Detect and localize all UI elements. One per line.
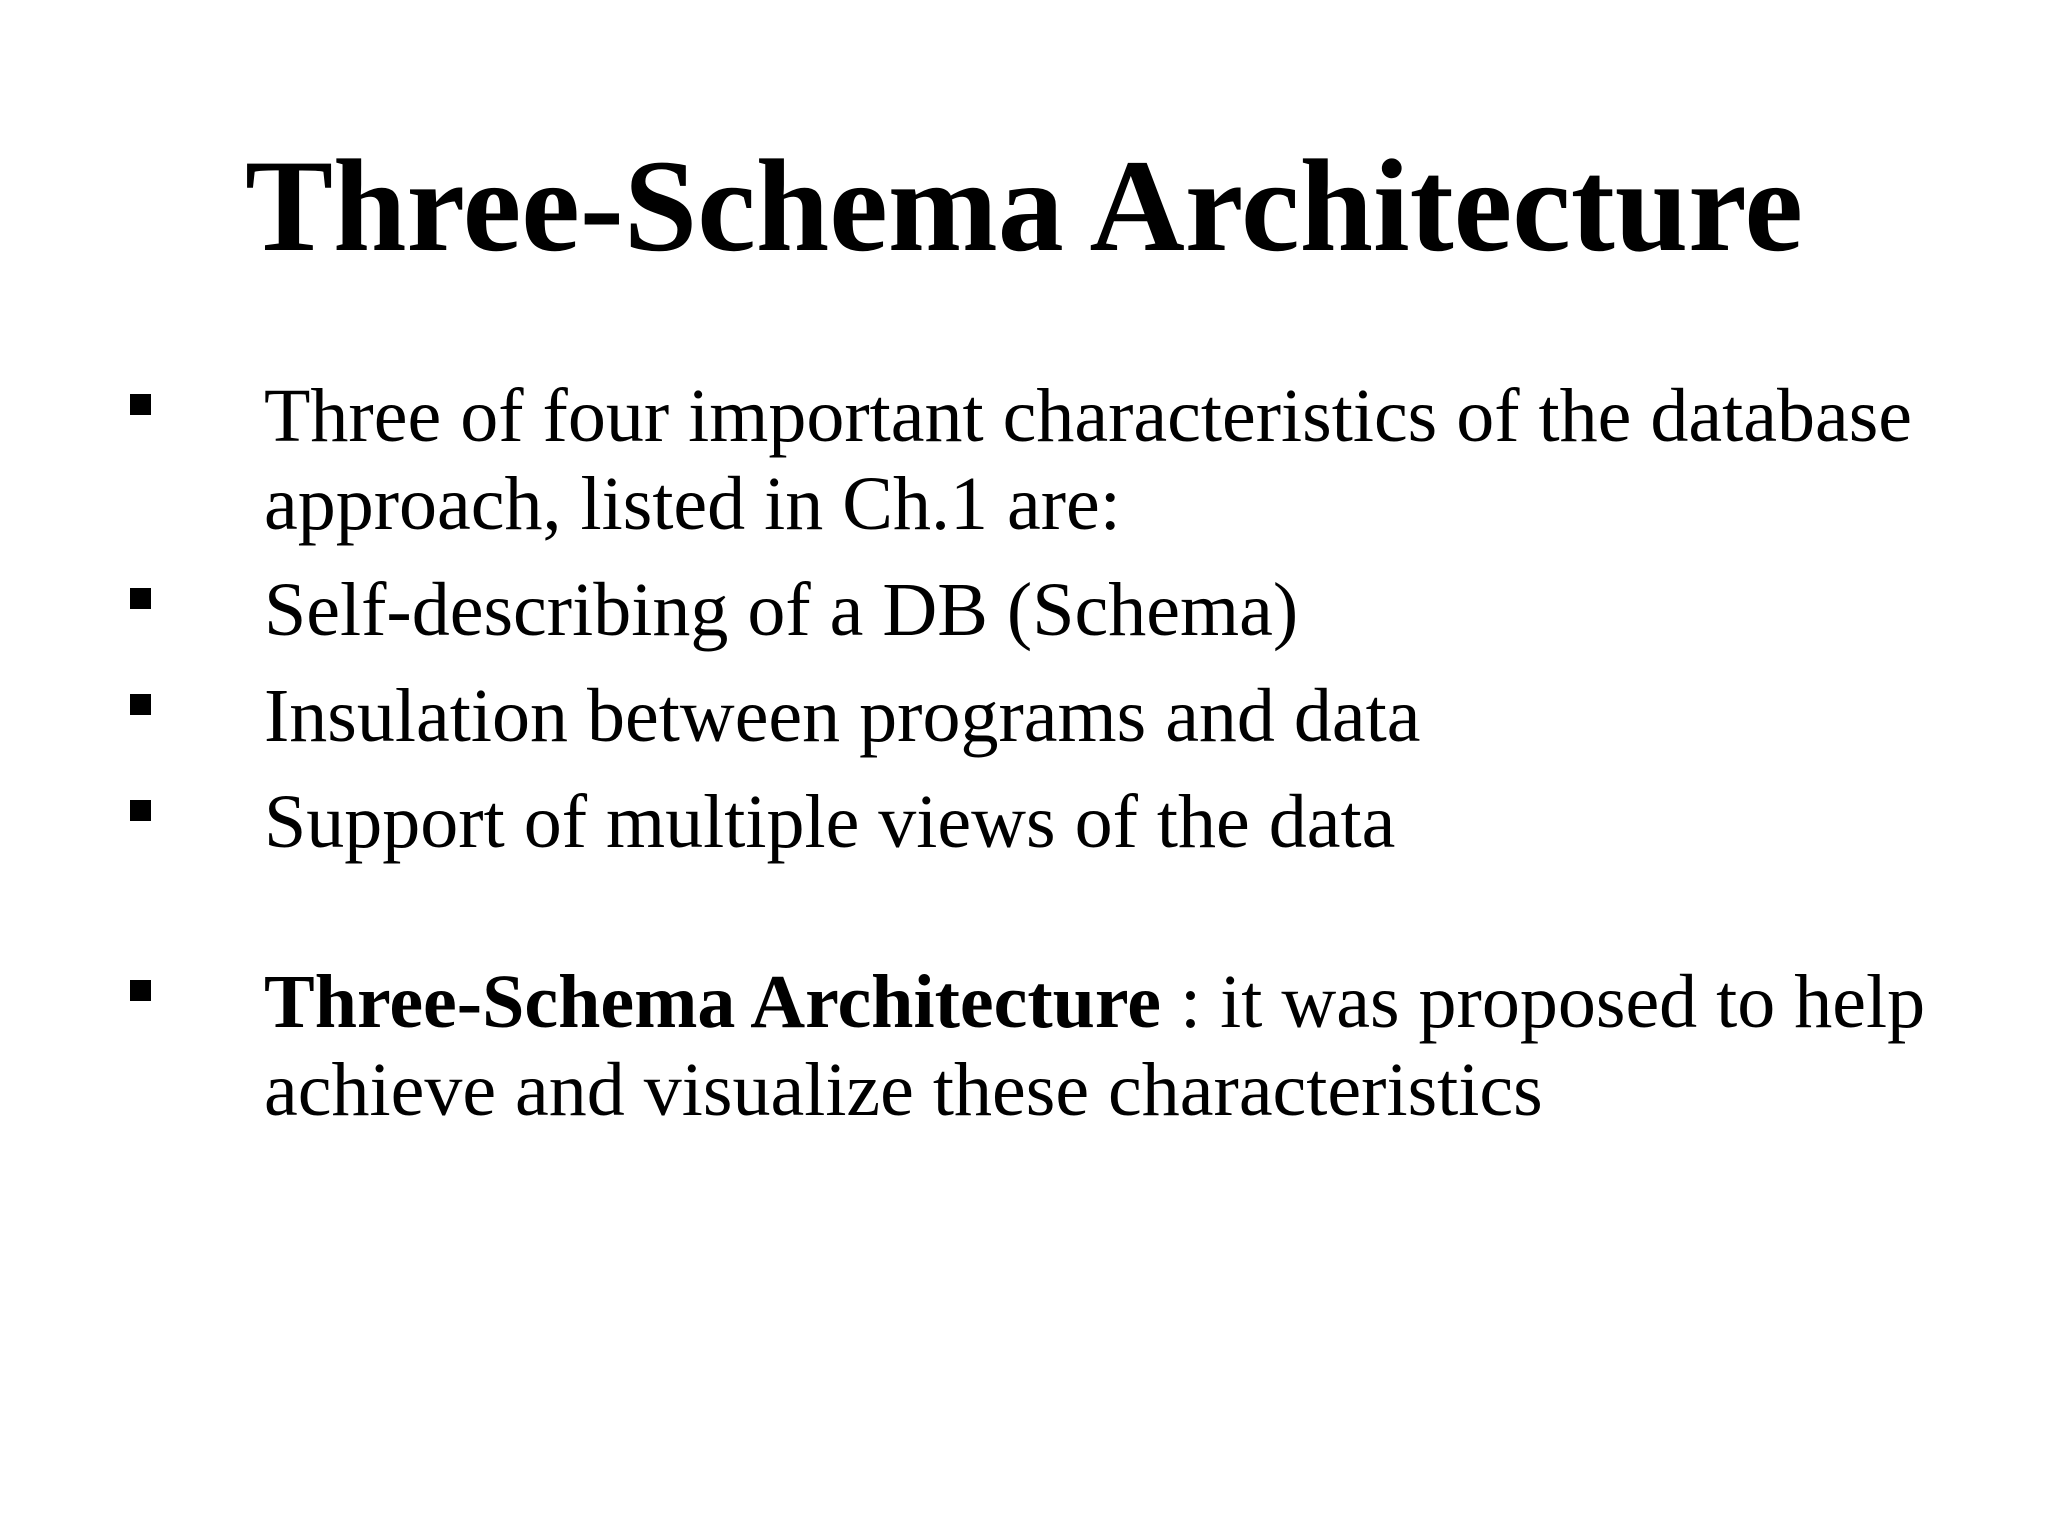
bullet-item-characteristics-intro (0, 372, 2048, 548)
bullet-text: Three of four important characteristics of the database approach, listed in Ch.1 are: (264, 374, 1913, 546)
square-bullet-icon (130, 800, 151, 821)
bullet-item-self-describing (0, 566, 2048, 654)
slide-title: Three-Schema Architecture (245, 132, 1803, 279)
square-bullet-icon (130, 588, 151, 609)
bullet-text: Insulation between programs and data (264, 674, 1421, 758)
bold-term: Three-Schema Architecture (264, 960, 1162, 1044)
bullet-text: Support of multiple views of the data (264, 780, 1396, 864)
square-bullet-icon (130, 394, 151, 415)
square-bullet-icon (130, 980, 151, 1001)
bullet-item-three-schema-definition (0, 958, 2048, 1134)
bullet-text: : it was proposed to help achieve and visualize these characteristics (264, 960, 1926, 1132)
bullet-text: Self-describing of a DB (Schema) (264, 568, 1299, 652)
bullet-item-multiple-views (0, 778, 2048, 866)
bullet-list (0, 372, 2048, 1152)
bullet-item-insulation (0, 672, 2048, 760)
square-bullet-icon (130, 694, 151, 715)
